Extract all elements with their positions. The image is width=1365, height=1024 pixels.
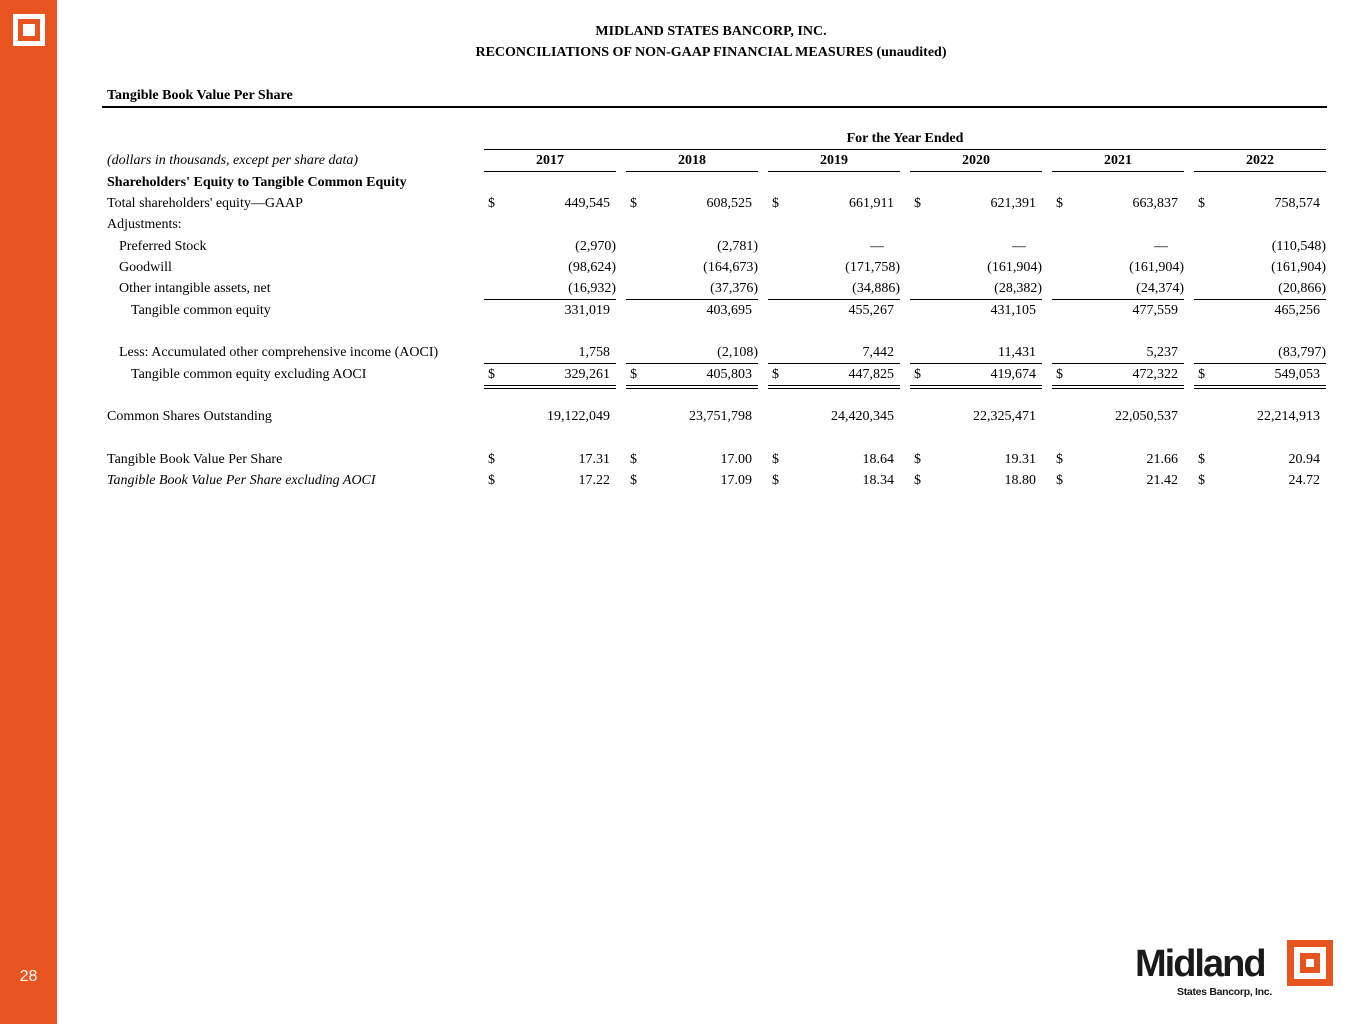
tbvps-ex-aoci-value: 17.09: [720, 473, 752, 488]
side-bar: [0, 0, 57, 1024]
tangible-common-equity-value: 403,695: [706, 303, 752, 318]
subtotal-rule: [1194, 363, 1326, 364]
tangible-common-equity-label: Tangible common equity: [131, 303, 271, 318]
shares-value: 19,122,049: [547, 409, 610, 424]
logo-square-white: [1294, 947, 1326, 979]
total-equity-label: Total shareholders' equity—GAAP: [107, 196, 303, 211]
currency-symbol: $: [772, 367, 779, 382]
tce-ex-aoci-label: Tangible common equity excluding AOCI: [131, 367, 367, 382]
shares-value: 23,751,798: [689, 409, 752, 424]
currency-symbol: $: [1198, 367, 1205, 382]
subtotal-rule: [484, 363, 616, 364]
total-rule: [626, 388, 758, 389]
aoci-value: (2,108): [717, 345, 758, 360]
total-equity-value: 621,391: [990, 196, 1036, 211]
tbvps-value: 19.31: [1004, 452, 1036, 467]
tce-ex-aoci-value: 447,825: [848, 367, 894, 382]
goodwill-value: (164,673): [703, 260, 758, 275]
year-header-rule: [484, 171, 616, 172]
currency-symbol: $: [914, 367, 921, 382]
year-header-2018: 2018: [678, 153, 706, 168]
currency-symbol: $: [488, 196, 495, 211]
total-rule: [1194, 388, 1326, 389]
brand-square-core: [23, 24, 35, 36]
tbvps-ex-aoci-value: 24.72: [1288, 473, 1320, 488]
midland-logo: [1135, 940, 1335, 1002]
preferred-value: —: [1012, 239, 1026, 254]
subtotal-rule: [626, 299, 758, 300]
year-header-rule: [626, 171, 758, 172]
goodwill-value: (171,758): [845, 260, 900, 275]
total-equity-value: 449,545: [564, 196, 610, 211]
preferred-value: —: [1154, 239, 1168, 254]
goodwill-value: (161,904): [1271, 260, 1326, 275]
report-subtitle: RECONCILIATIONS OF NON-GAAP FINANCIAL MEASURES (unaudited): [475, 45, 947, 60]
aoci-label: Less: Accumulated other comprehensive income (AOCI): [119, 345, 439, 360]
year-header-2021: 2021: [1104, 153, 1132, 168]
logo-square-orange: [1300, 953, 1320, 973]
tangible-common-equity-value: 465,256: [1274, 303, 1320, 318]
other-intangibles-value: (37,376): [710, 281, 758, 296]
tce-ex-aoci-value: 419,674: [990, 367, 1036, 382]
logo-tagline: States Bancorp, Inc.: [1177, 986, 1272, 998]
total-equity-value: 661,911: [849, 196, 894, 211]
subheading: Shareholders' Equity to Tangible Common Equity: [107, 175, 407, 190]
tce-ex-aoci-value: 549,053: [1274, 367, 1320, 382]
year-header-2020: 2020: [962, 153, 990, 168]
tbvps-ex-aoci-label: Tangible Book Value Per Share excluding AOCI: [107, 473, 376, 488]
total-rule: [910, 388, 1042, 389]
aoci-value: 1,758: [578, 345, 610, 360]
other-intangibles-value: (34,886): [852, 281, 900, 296]
total-rule: [484, 385, 616, 386]
shares-value: 22,325,471: [973, 409, 1036, 424]
currency-symbol: $: [1198, 196, 1205, 211]
year-header-2022: 2022: [1246, 153, 1274, 168]
shares-label: Common Shares Outstanding: [107, 409, 272, 424]
shares-value: 22,214,913: [1257, 409, 1320, 424]
currency-symbol: $: [630, 196, 637, 211]
section-title: Tangible Book Value Per Share: [107, 88, 293, 103]
currency-symbol: $: [630, 452, 637, 467]
aoci-value: 7,442: [862, 345, 894, 360]
currency-symbol: $: [914, 473, 921, 488]
tbvps-value: 18.64: [862, 452, 894, 467]
currency-symbol: $: [1056, 473, 1063, 488]
currency-symbol: $: [772, 196, 779, 211]
goodwill-value: (161,904): [987, 260, 1042, 275]
tce-ex-aoci-value: 405,803: [706, 367, 752, 382]
page-number: 28: [19, 968, 38, 985]
currency-symbol: $: [772, 452, 779, 467]
total-rule: [910, 385, 1042, 386]
total-rule: [484, 388, 616, 389]
tbvps-ex-aoci-value: 18.80: [1004, 473, 1036, 488]
currency-symbol: $: [914, 196, 921, 211]
subtotal-rule: [484, 299, 616, 300]
other-intangibles-value: (16,932): [568, 281, 616, 296]
period-header: For the Year Ended: [846, 131, 964, 146]
aoci-value: 11,431: [998, 345, 1036, 360]
period-header-rule: [484, 149, 1326, 150]
year-header-rule: [910, 171, 1042, 172]
aoci-value: (83,797): [1278, 345, 1326, 360]
currency-symbol: $: [1056, 452, 1063, 467]
tbvps-label: Tangible Book Value Per Share: [107, 452, 283, 467]
company-title: MIDLAND STATES BANCORP, INC.: [595, 24, 827, 39]
total-rule: [1052, 388, 1184, 389]
total-equity-value: 608,525: [706, 196, 752, 211]
currency-symbol: $: [772, 473, 779, 488]
tce-ex-aoci-value: 329,261: [564, 367, 610, 382]
currency-symbol: $: [630, 367, 637, 382]
adjustments-label: Adjustments:: [107, 217, 182, 232]
aoci-value: 5,237: [1146, 345, 1178, 360]
subtotal-rule: [626, 363, 758, 364]
currency-symbol: $: [488, 367, 495, 382]
total-rule: [768, 385, 900, 386]
preferred-value: (2,970): [575, 239, 616, 254]
subtotal-rule: [910, 299, 1042, 300]
total-equity-value: 663,837: [1132, 196, 1178, 211]
year-header-rule: [1052, 171, 1184, 172]
tbvps-value: 20.94: [1288, 452, 1320, 467]
logo-wordmark: Midland: [1135, 943, 1265, 985]
currency-symbol: $: [488, 473, 495, 488]
tbvps-ex-aoci-value: 18.34: [862, 473, 894, 488]
shares-value: 22,050,537: [1115, 409, 1178, 424]
goodwill-value: (98,624): [568, 260, 616, 275]
currency-symbol: $: [1056, 367, 1063, 382]
preferred-value: (110,548): [1271, 239, 1326, 254]
tbvps-ex-aoci-value: 21.42: [1146, 473, 1178, 488]
subtotal-rule: [768, 299, 900, 300]
goodwill-label: Goodwill: [119, 260, 172, 275]
shares-value: 24,420,345: [831, 409, 894, 424]
subtotal-rule: [1194, 299, 1326, 300]
tbvps-value: 21.66: [1146, 452, 1178, 467]
tangible-common-equity-value: 455,267: [848, 303, 894, 318]
logo-square-core: [1306, 959, 1314, 967]
subtotal-rule: [768, 363, 900, 364]
currency-symbol: $: [488, 452, 495, 467]
currency-symbol: $: [1198, 452, 1205, 467]
subtotal-rule: [1052, 363, 1184, 364]
tangible-common-equity-value: 331,019: [564, 303, 610, 318]
year-header-rule: [768, 171, 900, 172]
other-intangibles-label: Other intangible assets, net: [119, 281, 271, 296]
tangible-common-equity-value: 431,105: [990, 303, 1036, 318]
preferred-label: Preferred Stock: [119, 239, 207, 254]
section-rule: [102, 106, 1327, 108]
logo-square-icon: [1287, 940, 1333, 986]
brand-square-inner: [18, 19, 40, 41]
currency-symbol: $: [630, 473, 637, 488]
total-rule: [1052, 385, 1184, 386]
currency-symbol: $: [914, 452, 921, 467]
preferred-value: (2,781): [717, 239, 758, 254]
year-header-2019: 2019: [820, 153, 848, 168]
tangible-common-equity-value: 477,559: [1132, 303, 1178, 318]
year-header-rule: [1194, 171, 1326, 172]
currency-symbol: $: [1056, 196, 1063, 211]
preferred-value: —: [870, 239, 884, 254]
total-equity-value: 758,574: [1274, 196, 1320, 211]
goodwill-value: (161,904): [1129, 260, 1184, 275]
other-intangibles-value: (20,866): [1278, 281, 1326, 296]
tbvps-value: 17.00: [720, 452, 752, 467]
subtotal-rule: [1052, 299, 1184, 300]
other-intangibles-value: (28,382): [994, 281, 1042, 296]
total-rule: [1194, 385, 1326, 386]
units-note: (dollars in thousands, except per share data): [107, 153, 359, 168]
tce-ex-aoci-value: 472,322: [1132, 367, 1178, 382]
brand-square-icon: [13, 14, 45, 46]
year-header-2017: 2017: [536, 153, 564, 168]
tbvps-ex-aoci-value: 17.22: [578, 473, 610, 488]
subtotal-rule: [910, 363, 1042, 364]
tbvps-value: 17.31: [578, 452, 610, 467]
currency-symbol: $: [1198, 473, 1205, 488]
total-rule: [626, 385, 758, 386]
total-rule: [768, 388, 900, 389]
other-intangibles-value: (24,374): [1136, 281, 1184, 296]
